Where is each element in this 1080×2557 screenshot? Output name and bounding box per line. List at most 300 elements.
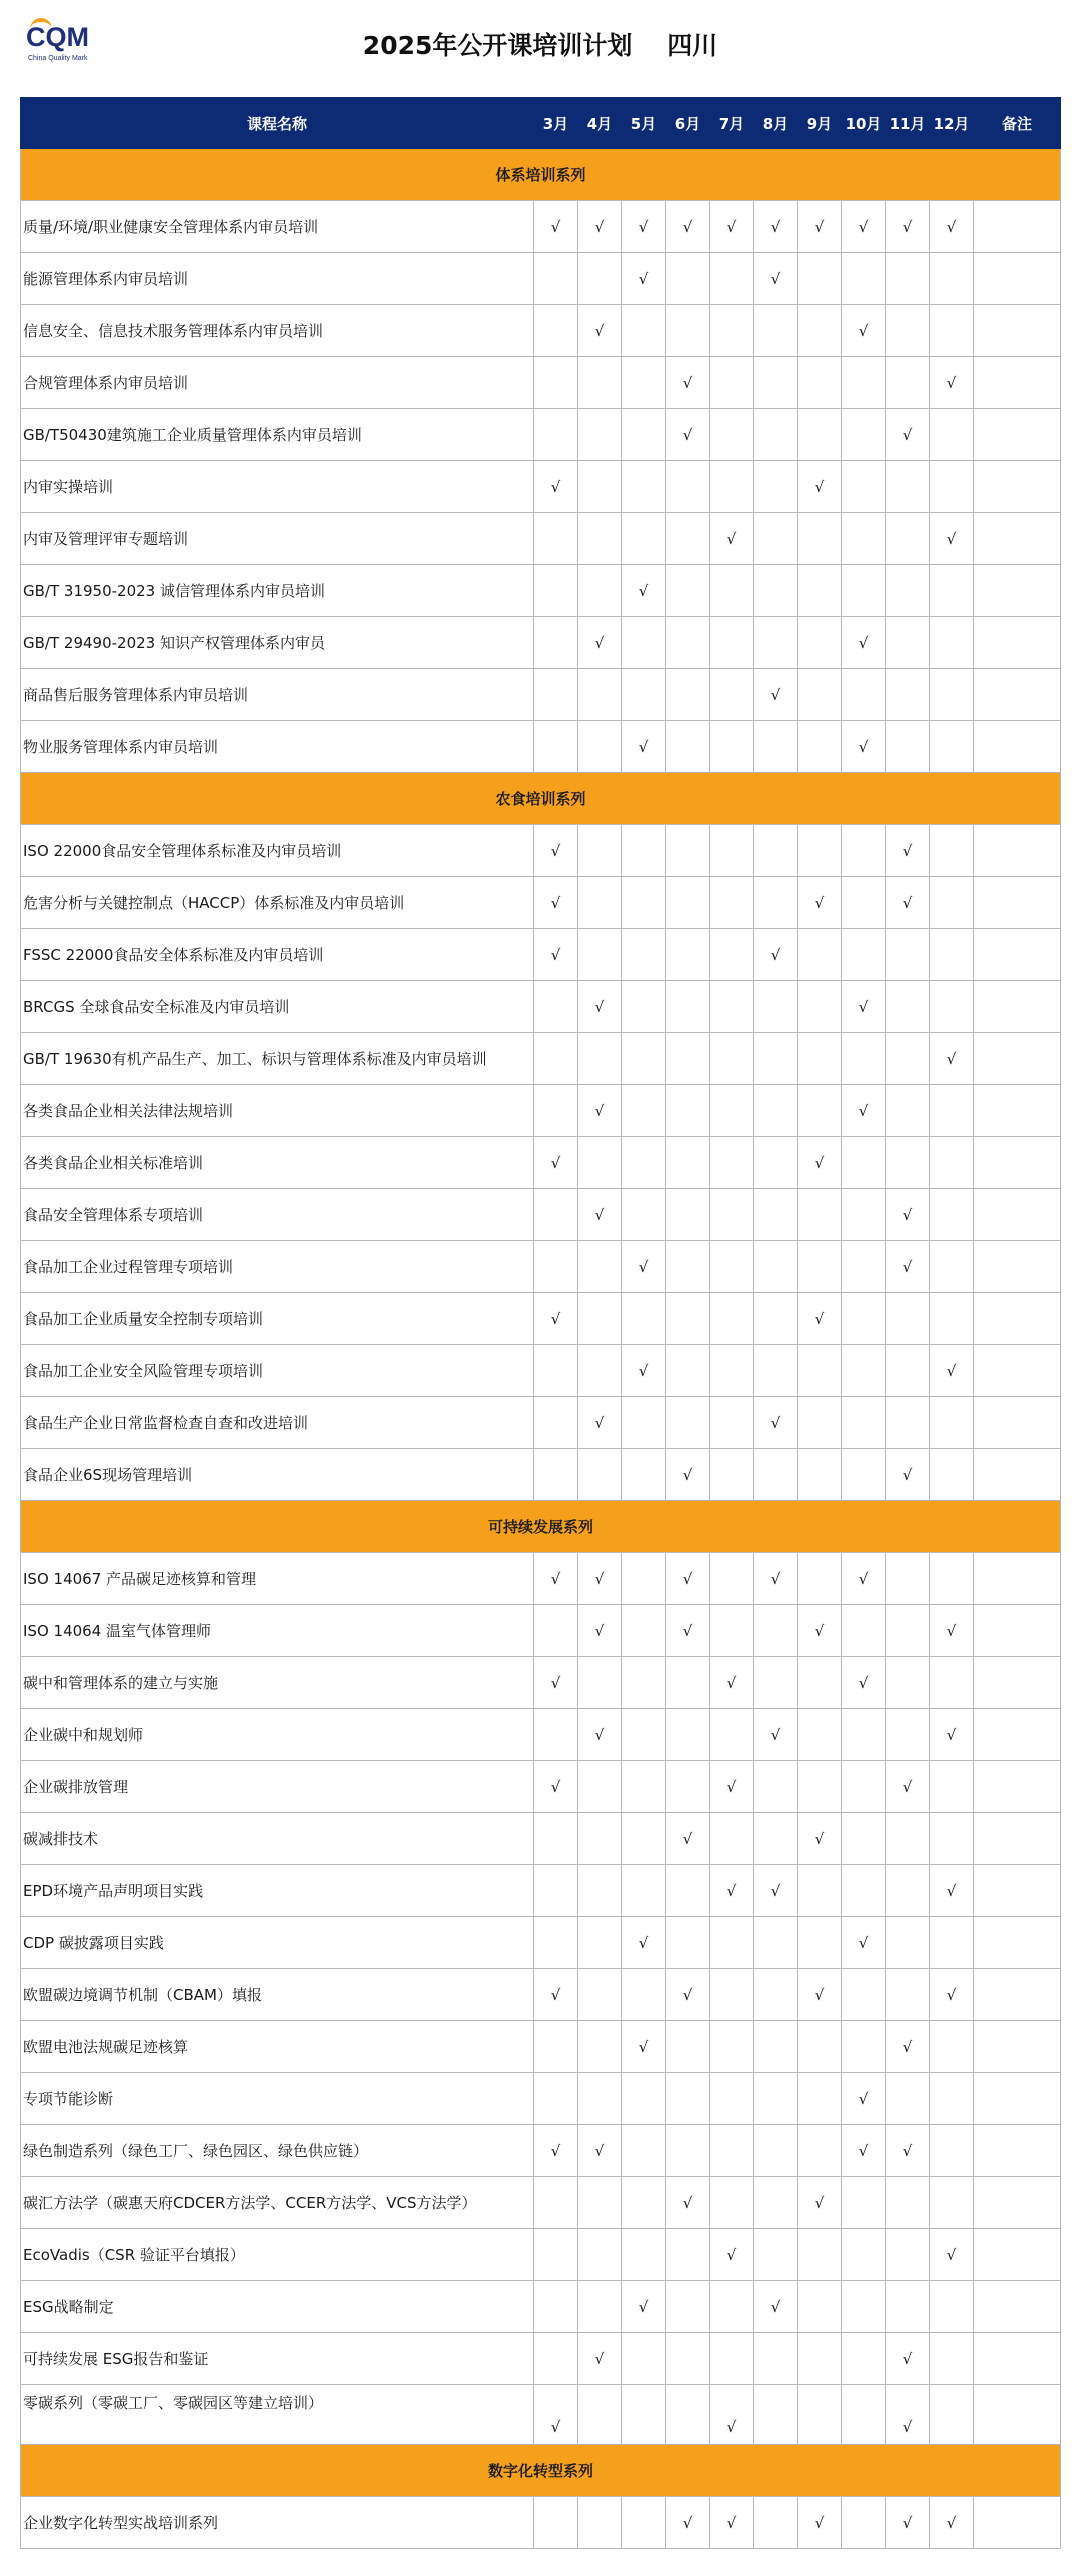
note-cell [974, 1449, 1061, 1501]
empty-cell [710, 2177, 754, 2229]
note-cell [974, 2229, 1061, 2281]
empty-cell [842, 1709, 886, 1761]
empty-cell [798, 1917, 842, 1969]
table-row [21, 1397, 1061, 1449]
note-cell [974, 1865, 1061, 1917]
table-row [21, 1917, 1061, 1969]
check-mark: √ [622, 1345, 666, 1397]
table-row [21, 1657, 1061, 1709]
empty-cell [710, 1553, 754, 1605]
check-mark: √ [578, 981, 622, 1033]
course-name: FSSC 22000食品安全体系标准及内审员培训 [21, 929, 534, 981]
empty-cell [886, 721, 930, 773]
empty-cell [578, 2229, 622, 2281]
check-mark: √ [622, 1917, 666, 1969]
empty-cell [666, 929, 710, 981]
note-cell [974, 513, 1061, 565]
empty-cell [710, 1397, 754, 1449]
check-mark: √ [578, 1709, 622, 1761]
note-cell [974, 305, 1061, 357]
check-mark: √ [666, 2177, 710, 2229]
table-row [21, 1709, 1061, 1761]
empty-cell [754, 1917, 798, 1969]
empty-cell [798, 253, 842, 305]
empty-cell [798, 565, 842, 617]
check-mark: √ [886, 825, 930, 877]
empty-cell [578, 2497, 622, 2549]
table-row [21, 2229, 1061, 2281]
course-name: 合规管理体系内审员培训 [21, 357, 534, 409]
empty-cell [754, 1033, 798, 1085]
empty-cell [666, 721, 710, 773]
empty-cell [798, 1241, 842, 1293]
check-mark: √ [534, 929, 578, 981]
table-row [21, 1813, 1061, 1865]
empty-cell [710, 565, 754, 617]
empty-cell [534, 1241, 578, 1293]
note-cell [974, 1553, 1061, 1605]
check-mark: √ [754, 929, 798, 981]
empty-cell [886, 1813, 930, 1865]
table-row [21, 2333, 1061, 2385]
empty-cell [930, 1917, 974, 1969]
empty-cell [754, 2333, 798, 2385]
header-month: 6月 [666, 98, 710, 149]
check-mark: √ [842, 981, 886, 1033]
empty-cell [930, 2281, 974, 2333]
check-mark: √ [930, 1605, 974, 1657]
section-title: 数字化转型系列 [21, 2445, 1061, 2497]
empty-cell [886, 1865, 930, 1917]
empty-cell [666, 825, 710, 877]
empty-cell [754, 565, 798, 617]
check-mark: √ [886, 1189, 930, 1241]
empty-cell [842, 2385, 886, 2445]
check-mark: √ [842, 617, 886, 669]
check-mark: √ [754, 253, 798, 305]
course-name: 企业碳排放管理 [21, 1761, 534, 1813]
check-mark: √ [710, 1657, 754, 1709]
note-cell [974, 565, 1061, 617]
empty-cell [710, 825, 754, 877]
empty-cell [578, 929, 622, 981]
empty-cell [534, 2497, 578, 2549]
note-cell [974, 1137, 1061, 1189]
note-cell [974, 253, 1061, 305]
check-mark: √ [930, 357, 974, 409]
empty-cell [886, 1657, 930, 1709]
logo-subtitle: China Quality Mark [28, 55, 88, 62]
course-schedule-table [20, 97, 1061, 2549]
empty-cell [578, 669, 622, 721]
empty-cell [622, 877, 666, 929]
empty-cell [666, 513, 710, 565]
check-mark: √ [534, 1657, 578, 1709]
check-mark: √ [798, 461, 842, 513]
empty-cell [798, 2385, 842, 2445]
note-cell [974, 1761, 1061, 1813]
empty-cell [754, 721, 798, 773]
empty-cell [886, 929, 930, 981]
empty-cell [578, 2385, 622, 2445]
check-mark: √ [534, 2385, 578, 2445]
empty-cell [534, 1033, 578, 1085]
course-name: 零碳系列（零碳工厂、零碳园区等建立培训） [21, 2385, 534, 2445]
empty-cell [666, 2021, 710, 2073]
check-mark: √ [842, 1085, 886, 1137]
empty-cell [578, 1969, 622, 2021]
empty-cell [930, 2125, 974, 2177]
empty-cell [842, 1137, 886, 1189]
note-cell [974, 2385, 1061, 2445]
section-header-row [21, 149, 1061, 201]
header-month: 9月 [798, 98, 842, 149]
empty-cell [578, 1033, 622, 1085]
check-mark: √ [754, 669, 798, 721]
note-cell [974, 825, 1061, 877]
check-mark: √ [710, 2385, 754, 2445]
check-mark: √ [666, 2497, 710, 2549]
empty-cell [710, 1813, 754, 1865]
empty-cell [798, 1397, 842, 1449]
empty-cell [754, 461, 798, 513]
empty-cell [886, 2177, 930, 2229]
empty-cell [798, 305, 842, 357]
empty-cell [622, 409, 666, 461]
empty-cell [754, 825, 798, 877]
empty-cell [622, 2385, 666, 2445]
note-cell [974, 1813, 1061, 1865]
empty-cell [842, 565, 886, 617]
empty-cell [666, 1917, 710, 1969]
table-row [21, 2125, 1061, 2177]
note-cell [974, 357, 1061, 409]
table-row [21, 513, 1061, 565]
empty-cell [754, 617, 798, 669]
empty-cell [842, 1813, 886, 1865]
course-name: 食品加工企业质量安全控制专项培训 [21, 1293, 534, 1345]
check-mark: √ [666, 1605, 710, 1657]
check-mark: √ [710, 1761, 754, 1813]
empty-cell [886, 2281, 930, 2333]
empty-cell [710, 2021, 754, 2073]
course-name: 食品生产企业日常监督检查自查和改进培训 [21, 1397, 534, 1449]
empty-cell [886, 981, 930, 1033]
empty-cell [842, 253, 886, 305]
empty-cell [886, 1033, 930, 1085]
empty-cell [842, 2021, 886, 2073]
empty-cell [622, 357, 666, 409]
table-row [21, 721, 1061, 773]
empty-cell [930, 669, 974, 721]
empty-cell [842, 513, 886, 565]
empty-cell [622, 1137, 666, 1189]
empty-cell [666, 2229, 710, 2281]
empty-cell [798, 1709, 842, 1761]
empty-cell [886, 1605, 930, 1657]
empty-cell [842, 1397, 886, 1449]
check-mark: √ [754, 2281, 798, 2333]
check-mark: √ [622, 2281, 666, 2333]
empty-cell [534, 1917, 578, 1969]
empty-cell [710, 721, 754, 773]
course-name: 食品企业6S现场管理培训 [21, 1449, 534, 1501]
empty-cell [754, 877, 798, 929]
table-header-row [21, 98, 1061, 149]
section-header-row [21, 2445, 1061, 2497]
empty-cell [622, 2333, 666, 2385]
empty-cell [622, 929, 666, 981]
empty-cell [842, 1605, 886, 1657]
check-mark: √ [930, 1033, 974, 1085]
empty-cell [886, 253, 930, 305]
table-row [21, 877, 1061, 929]
header-course-name: 课程名称 [21, 98, 534, 149]
empty-cell [754, 2177, 798, 2229]
table-row [21, 1553, 1061, 1605]
empty-cell [798, 1657, 842, 1709]
empty-cell [534, 513, 578, 565]
empty-cell [886, 461, 930, 513]
empty-cell [578, 2281, 622, 2333]
note-cell [974, 201, 1061, 253]
empty-cell [666, 2125, 710, 2177]
check-mark: √ [534, 1761, 578, 1813]
table-row [21, 305, 1061, 357]
empty-cell [666, 1865, 710, 1917]
empty-cell [710, 2073, 754, 2125]
empty-cell [578, 2073, 622, 2125]
empty-cell [930, 1553, 974, 1605]
empty-cell [930, 825, 974, 877]
note-cell [974, 1709, 1061, 1761]
empty-cell [842, 877, 886, 929]
note-cell [974, 1917, 1061, 1969]
empty-cell [578, 877, 622, 929]
check-mark: √ [842, 721, 886, 773]
empty-cell [886, 1917, 930, 1969]
empty-cell [754, 1137, 798, 1189]
check-mark: √ [930, 1969, 974, 2021]
empty-cell [798, 1761, 842, 1813]
check-mark: √ [886, 2125, 930, 2177]
course-name: 绿色制造系列（绿色工厂、绿色园区、绿色供应链） [21, 2125, 534, 2177]
logo-text: CQM [26, 22, 89, 52]
check-mark: √ [622, 201, 666, 253]
empty-cell [710, 929, 754, 981]
empty-cell [578, 1293, 622, 1345]
course-name: 专项节能诊断 [21, 2073, 534, 2125]
empty-cell [842, 669, 886, 721]
empty-cell [930, 617, 974, 669]
empty-cell [842, 409, 886, 461]
empty-cell [754, 1969, 798, 2021]
empty-cell [666, 1657, 710, 1709]
check-mark: √ [578, 305, 622, 357]
empty-cell [754, 357, 798, 409]
empty-cell [886, 305, 930, 357]
check-mark: √ [886, 1761, 930, 1813]
empty-cell [930, 1813, 974, 1865]
check-mark: √ [886, 2497, 930, 2549]
empty-cell [886, 1397, 930, 1449]
note-cell [974, 461, 1061, 513]
empty-cell [842, 825, 886, 877]
check-mark: √ [578, 1397, 622, 1449]
empty-cell [666, 2333, 710, 2385]
check-mark: √ [666, 1813, 710, 1865]
empty-cell [710, 877, 754, 929]
check-mark: √ [578, 1085, 622, 1137]
empty-cell [930, 409, 974, 461]
check-mark: √ [754, 201, 798, 253]
empty-cell [622, 825, 666, 877]
course-name: ISO 22000食品安全管理体系标准及内审员培训 [21, 825, 534, 877]
note-cell [974, 981, 1061, 1033]
empty-cell [842, 1865, 886, 1917]
course-name: 危害分析与关键控制点（HACCP）体系标准及内审员培训 [21, 877, 534, 929]
empty-cell [754, 1449, 798, 1501]
check-mark: √ [622, 2021, 666, 2073]
course-name: 食品安全管理体系专项培训 [21, 1189, 534, 1241]
check-mark: √ [886, 877, 930, 929]
empty-cell [886, 1553, 930, 1605]
empty-cell [710, 409, 754, 461]
empty-cell [534, 617, 578, 669]
empty-cell [798, 1345, 842, 1397]
empty-cell [622, 1657, 666, 1709]
course-name: GB/T 19630有机产品生产、加工、标识与管理体系标准及内审员培训 [21, 1033, 534, 1085]
note-cell [974, 2177, 1061, 2229]
section-title: 可持续发展系列 [21, 1501, 1061, 1553]
empty-cell [578, 721, 622, 773]
header-month: 3月 [534, 98, 578, 149]
empty-cell [622, 669, 666, 721]
table-row [21, 1085, 1061, 1137]
empty-cell [622, 2497, 666, 2549]
empty-cell [710, 1969, 754, 2021]
empty-cell [534, 981, 578, 1033]
empty-cell [622, 513, 666, 565]
empty-cell [842, 1189, 886, 1241]
empty-cell [886, 1137, 930, 1189]
empty-cell [798, 1085, 842, 1137]
empty-cell [930, 1085, 974, 1137]
page-title: 2025年公开课培训计划 四川 [362, 31, 718, 60]
empty-cell [578, 1917, 622, 1969]
empty-cell [578, 1813, 622, 1865]
empty-cell [754, 981, 798, 1033]
table-row [21, 1865, 1061, 1917]
empty-cell [754, 2021, 798, 2073]
table-row [21, 409, 1061, 461]
table-row [21, 253, 1061, 305]
check-mark: √ [842, 2125, 886, 2177]
empty-cell [578, 1865, 622, 1917]
empty-cell [930, 1137, 974, 1189]
empty-cell [930, 2177, 974, 2229]
empty-cell [842, 1293, 886, 1345]
empty-cell [842, 1761, 886, 1813]
empty-cell [622, 1085, 666, 1137]
check-mark: √ [842, 1553, 886, 1605]
header-month: 7月 [710, 98, 754, 149]
empty-cell [798, 825, 842, 877]
empty-cell [666, 1241, 710, 1293]
course-name: 碳汇方法学（碳惠天府CDCER方法学、CCER方法学、VCS方法学） [21, 2177, 534, 2229]
empty-cell [798, 929, 842, 981]
table-row [21, 2177, 1061, 2229]
check-mark: √ [578, 201, 622, 253]
empty-cell [622, 1605, 666, 1657]
empty-cell [842, 2177, 886, 2229]
empty-cell [798, 981, 842, 1033]
empty-cell [534, 2021, 578, 2073]
empty-cell [842, 2281, 886, 2333]
empty-cell [622, 1449, 666, 1501]
empty-cell [754, 1345, 798, 1397]
empty-cell [534, 305, 578, 357]
empty-cell [710, 1085, 754, 1137]
table-row [21, 1189, 1061, 1241]
empty-cell [710, 981, 754, 1033]
course-name: 能源管理体系内审员培训 [21, 253, 534, 305]
empty-cell [666, 1293, 710, 1345]
course-name: ESG战略制定 [21, 2281, 534, 2333]
note-cell [974, 1969, 1061, 2021]
check-mark: √ [798, 201, 842, 253]
empty-cell [666, 1033, 710, 1085]
empty-cell [798, 617, 842, 669]
empty-cell [534, 253, 578, 305]
empty-cell [886, 357, 930, 409]
empty-cell [666, 1189, 710, 1241]
empty-cell [886, 1969, 930, 2021]
course-name: 欧盟电池法规碳足迹核算 [21, 2021, 534, 2073]
check-mark: √ [930, 1345, 974, 1397]
empty-cell [578, 2021, 622, 2073]
empty-cell [666, 617, 710, 669]
empty-cell [622, 2229, 666, 2281]
note-cell [974, 617, 1061, 669]
empty-cell [578, 1761, 622, 1813]
empty-cell [710, 617, 754, 669]
empty-cell [666, 1137, 710, 1189]
empty-cell [842, 2497, 886, 2549]
empty-cell [622, 1397, 666, 1449]
empty-cell [578, 1449, 622, 1501]
empty-cell [666, 305, 710, 357]
empty-cell [534, 1865, 578, 1917]
empty-cell [930, 1241, 974, 1293]
empty-cell [886, 669, 930, 721]
empty-cell [886, 1709, 930, 1761]
course-name: EcoVadis（CSR 验证平台填报） [21, 2229, 534, 2281]
note-cell [974, 1293, 1061, 1345]
course-name: EPD环境产品声明项目实践 [21, 1865, 534, 1917]
empty-cell [578, 1137, 622, 1189]
empty-cell [886, 2073, 930, 2125]
empty-cell [622, 1293, 666, 1345]
empty-cell [710, 2281, 754, 2333]
empty-cell [710, 1709, 754, 1761]
check-mark: √ [710, 1865, 754, 1917]
empty-cell [534, 1085, 578, 1137]
empty-cell [842, 1345, 886, 1397]
table-row [21, 1293, 1061, 1345]
empty-cell [798, 2125, 842, 2177]
course-name: 商品售后服务管理体系内审员培训 [21, 669, 534, 721]
